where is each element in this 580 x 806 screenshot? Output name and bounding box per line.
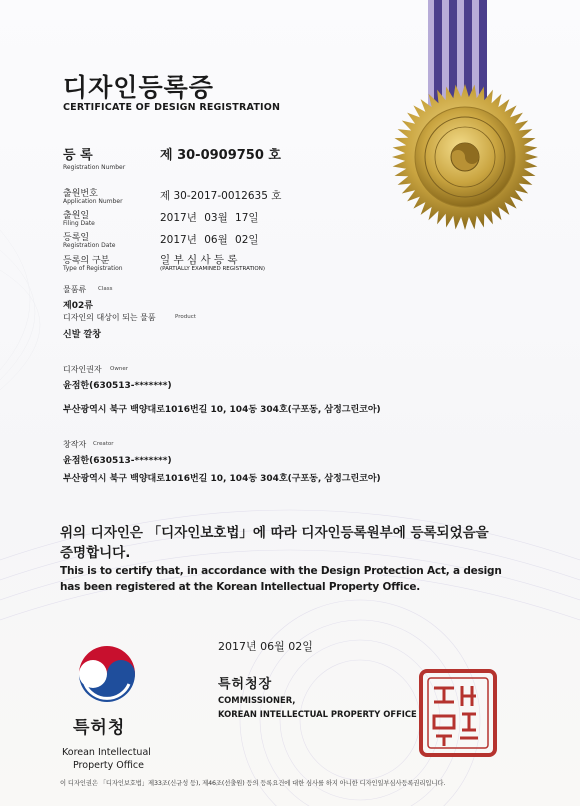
reg-type-value-en: (PARTIALLY EXAMINED REGISTRATION)	[160, 266, 266, 272]
certificate-subtitle: CERTIFICATE OF DESIGN REGISTRATION	[63, 102, 281, 113]
application-label-ko: 출원번호	[63, 189, 98, 199]
application-number: 제 30-2017-0012635 호	[160, 190, 282, 202]
owner-name: 윤점한(630513-*******)	[63, 381, 172, 391]
registration-date: 2017년 06월 02일	[160, 234, 259, 246]
class-label-ko: 물품류	[63, 285, 87, 294]
reg-type-value: 일 부 심 사 등 록	[160, 254, 238, 266]
owner-label-ko: 디자인권자	[63, 365, 102, 374]
filing-date: 2017년 03월 17일	[160, 212, 259, 224]
owner-label-en: Owner	[110, 366, 128, 372]
creator-label-ko: 창작자	[63, 440, 87, 449]
creator-name: 윤점한(630513-*******)	[63, 456, 172, 466]
official-stamp-icon	[418, 668, 498, 758]
registration-label-en: Registration Number	[63, 164, 126, 171]
statement-ko-line2: 증명합니다.	[60, 545, 131, 561]
reg-date-label-en: Registration Date	[63, 242, 116, 249]
creator-address: 부산광역시 북구 백양대로1016번길 10, 104동 304호(구포동, 삼정그린코아)	[63, 474, 381, 484]
filing-label-en: Filing Date	[63, 220, 95, 227]
reg-type-label-ko: 등록의 구분	[63, 256, 110, 266]
statement-en-line1: This is to certify that, in accordance with the Design Protection Act, a design	[60, 565, 502, 577]
product-label-en: Product	[175, 314, 196, 320]
signer-title-en-line1: COMMISSIONER,	[218, 695, 296, 705]
office-name-en-line2: Property Office	[73, 760, 144, 771]
certificate-title: 디자인등록증	[63, 73, 214, 102]
registration-number: 제 30-0909750 호	[160, 148, 281, 163]
class-value: 제02류	[63, 301, 93, 311]
product-value: 신발 깔창	[63, 330, 101, 340]
class-label-en: Class	[98, 286, 113, 292]
statement-ko-line1: 위의 디자인은 「디자인보호법」에 따라 디자인등록원부에 등록되었음을	[60, 525, 489, 541]
signer-title-en-line2: KOREAN INTELLECTUAL PROPERTY OFFICE	[218, 709, 417, 719]
office-name-ko: 특허청	[73, 718, 126, 738]
application-label-en: Application Number	[63, 198, 123, 205]
creator-label-en: Creator	[93, 441, 114, 447]
reg-date-label-ko: 등록일	[63, 233, 90, 243]
kipo-logo-icon	[71, 638, 143, 710]
footer-note: 이 디자인권은 「디자인보호법」제33조(신규성 등), 제46조(선출원) 등의 등록요건에 대한 심사를 하지 아니한 디자인일부심사등록권리입니다.	[60, 780, 446, 787]
owner-address: 부산광역시 북구 백양대로1016번길 10, 104동 304호(구포동, 삼정그린코아)	[63, 405, 381, 415]
registration-label-ko: 등 록	[63, 148, 93, 163]
issue-date: 2017년 06월 02일	[218, 640, 313, 653]
product-label-ko: 디자인의 대상이 되는 물품	[63, 313, 156, 322]
reg-type-label-en: Type of Registration	[63, 265, 123, 272]
office-name-en-line1: Korean Intellectual	[62, 747, 151, 758]
statement-en-line2: has been registered at the Korean Intellectual Property Office.	[60, 581, 421, 593]
signer-title-ko: 특허청장	[218, 677, 273, 692]
gold-seal-icon	[390, 82, 540, 232]
filing-label-ko: 출원일	[63, 211, 90, 221]
